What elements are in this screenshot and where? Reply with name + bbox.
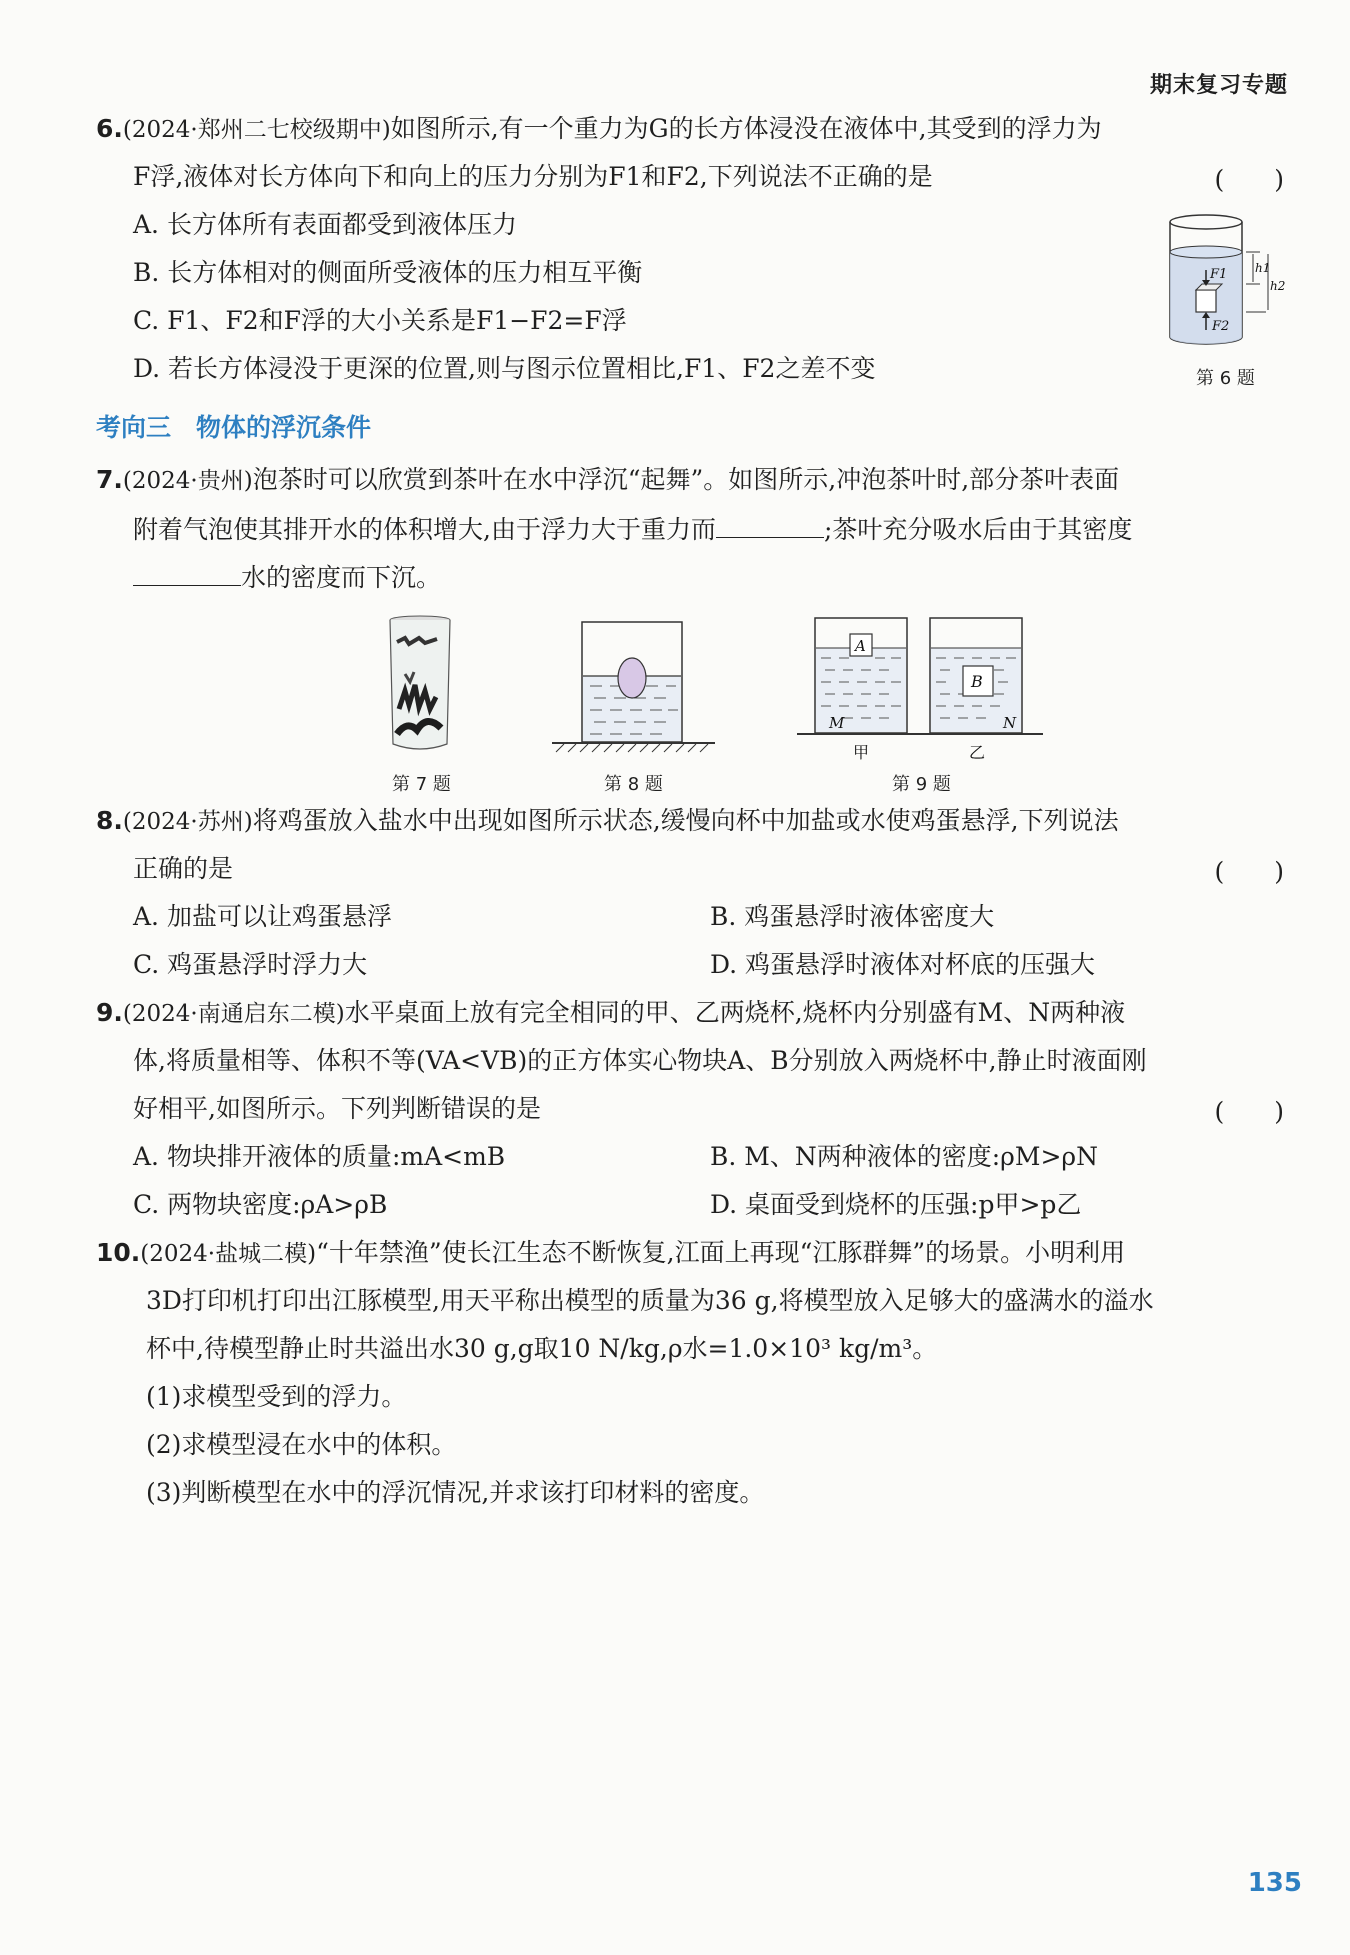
q7-source: (2024·贵州) — [122, 468, 253, 494]
q9-figure — [795, 616, 1045, 766]
q6-label-h2: h2 — [1270, 279, 1286, 293]
q6-stem-line2: F浮,液体对长方体向下和向上的压力分别为F1和F2,下列说法不正确的是 — [133, 162, 933, 191]
q8-number: 8. — [96, 806, 123, 835]
q9-stem-line3: 好相平,如图所示。下列判断错误的是 — [133, 1094, 541, 1123]
q8-option-d: D. 鸡蛋悬浮时液体对杯底的压强大 — [710, 950, 1096, 979]
q8-answer-paren: ( ) — [1214, 857, 1284, 886]
q7-stem-line1: 泡茶时可以欣赏到茶叶在水中浮沉“起舞”。如图所示,冲泡茶叶时,部分茶叶表面 — [252, 465, 1120, 494]
q9-number: 9. — [96, 998, 123, 1027]
q6-label-f1: F1 — [1210, 267, 1228, 282]
q9-label-m: M — [829, 714, 845, 732]
q6-figure-caption: 第 6 题 — [1196, 368, 1255, 389]
q6-stem-line1: 如图所示,有一个重力为G的长方体浸没在液体中,其受到的浮力为 — [390, 114, 1102, 143]
q6-answer-paren: ( ) — [1214, 165, 1284, 194]
q10-source: (2024·盐城二模) — [140, 1241, 317, 1267]
q10-number: 10. — [96, 1238, 141, 1267]
q6-label-f2: F2 — [1212, 319, 1230, 334]
q9-option-d: D. 桌面受到烧杯的压强:p甲>p乙 — [710, 1190, 1082, 1219]
q9-label-yi: 乙 — [969, 743, 986, 762]
section-heading: 考向三 物体的浮沉条件 — [96, 413, 372, 442]
q6-label-h1: h1 — [1255, 261, 1271, 275]
q7-figure — [385, 614, 455, 754]
q9-label-jia: 甲 — [853, 743, 870, 762]
q7-blank-2[interactable] — [133, 559, 241, 586]
q7-number: 7. — [96, 465, 123, 494]
q9-source: (2024·南通启东二模) — [122, 1001, 345, 1027]
running-header: 期末复习专题 — [1149, 73, 1288, 98]
q10-stem-line2: 3D打印机打印出江豚模型,用天平称出模型的质量为36 g,将模型放入足够大的盛满水的溢水 — [146, 1286, 1154, 1315]
q9-answer-paren: ( ) — [1214, 1097, 1284, 1126]
q8-source: (2024·苏州) — [122, 809, 253, 835]
page-number: 135 — [1247, 1868, 1302, 1898]
q6-option-b: B. 长方体相对的侧面所受液体的压力相互平衡 — [133, 258, 643, 287]
q8-line1 — [96, 804, 1119, 839]
q6-option-c: C. F1、F2和F浮的大小关系是F1−F2=F浮 — [133, 306, 627, 335]
q10-sub-1: (1)求模型受到的浮力。 — [146, 1382, 407, 1411]
q7-line3 — [133, 559, 441, 595]
q6-option-d: D. 若长方体浸没于更深的位置,则与图示位置相比,F1、F2之差不变 — [133, 354, 876, 383]
q6-number: 6. — [96, 114, 123, 143]
q7-blank-1[interactable] — [716, 511, 824, 538]
q8-stem-line2: 正确的是 — [133, 854, 234, 883]
q10-sub-3: (3)判断模型在水中的浮沉情况,并求该打印材料的密度。 — [146, 1478, 765, 1507]
q9-label-n: N — [1003, 714, 1017, 732]
q6-figure — [1160, 212, 1286, 352]
q9-stem-line2: 体,将质量相等、体积不等(VA<VB)的正方体实心物块A、B分别放入两烧杯中,静止时液面刚 — [133, 1046, 1147, 1075]
q8-option-b: B. 鸡蛋悬浮时液体密度大 — [710, 902, 995, 931]
q10-sub-2: (2)求模型浸在水中的体积。 — [146, 1430, 457, 1459]
q7-stem-line2a: 附着气泡使其排开水的体积增大,由于浮力大于重力而 — [133, 515, 716, 544]
q7-line1 — [96, 463, 1119, 498]
q6-source: (2024·郑州二七校级期中) — [122, 117, 391, 143]
q7-stem-line3: 水的密度而下沉。 — [241, 563, 442, 592]
q9-line1 — [96, 996, 1125, 1031]
q8-option-a: A. 加盐可以让鸡蛋悬浮 — [133, 902, 392, 931]
q10-stem-line1: “十年禁渔”使长江生态不断恢复,江面上再现“江豚群舞”的场景。小明利用 — [316, 1238, 1126, 1267]
q6-line1 — [96, 112, 1102, 147]
q7-figure-caption: 第 7 题 — [392, 774, 451, 795]
q9-stem-line1: 水平桌面上放有完全相同的甲、乙两烧杯,烧杯内分别盛有M、N两种液 — [344, 998, 1126, 1027]
q6-option-a: A. 长方体所有表面都受到液体压力 — [133, 210, 517, 239]
q9-label-b: B — [971, 672, 983, 691]
q9-label-a: A — [855, 637, 866, 655]
q9-figure-caption: 第 9 题 — [892, 774, 951, 795]
q7-line2 — [133, 511, 1132, 547]
q9-option-c: C. 两物块密度:ρA>ρB — [133, 1190, 388, 1219]
q7-stem-line2b: ;茶叶充分吸水后由于其密度 — [823, 515, 1133, 544]
q8-stem-line1: 将鸡蛋放入盐水中出现如图所示状态,缓慢向杯中加盐或水使鸡蛋悬浮,下列说法 — [252, 806, 1119, 835]
q10-line1 — [96, 1236, 1125, 1271]
q8-option-c: C. 鸡蛋悬浮时浮力大 — [133, 950, 368, 979]
q9-option-a: A. 物块排开液体的质量:mA<mB — [133, 1142, 506, 1171]
q8-figure — [550, 620, 715, 760]
q8-figure-caption: 第 8 题 — [604, 774, 663, 795]
q9-option-b: B. M、N两种液体的密度:ρM>ρN — [710, 1142, 1098, 1171]
q10-stem-line3: 杯中,待模型静止时共溢出水30 g,g取10 N/kg,ρ水=1.0×10³ kg/m³。 — [146, 1334, 938, 1363]
